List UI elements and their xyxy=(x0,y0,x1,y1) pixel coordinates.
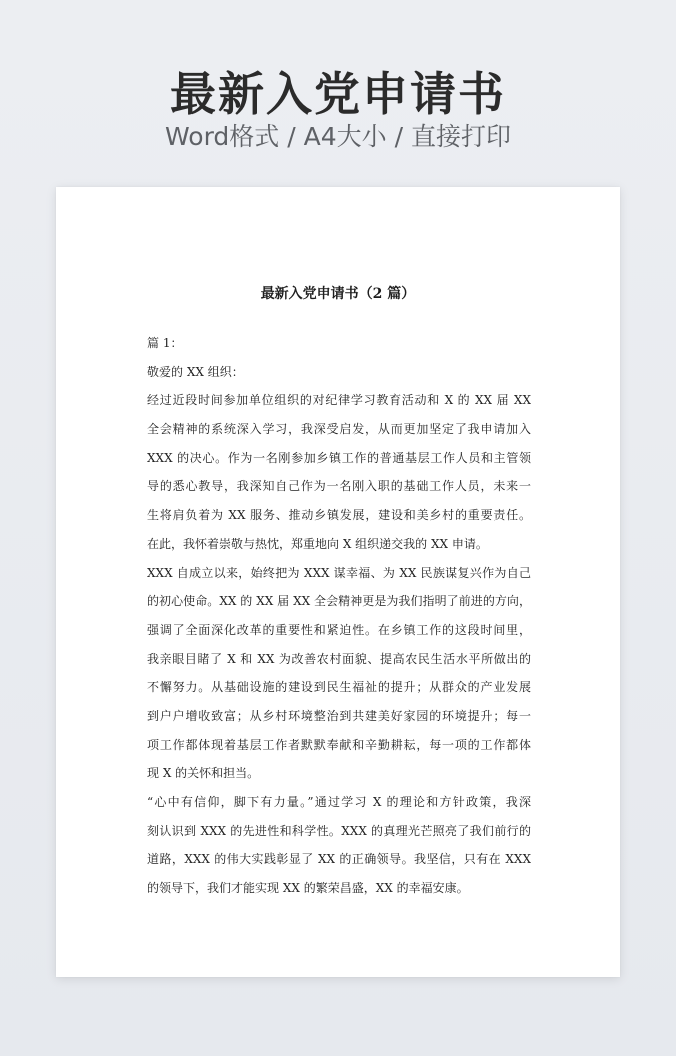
document-line: 生将肩负着为 XX 服务、推动乡镇发展，建设和美乡村的重要责任。 xyxy=(147,508,531,523)
document-line: 敬爱的 XX 组织： xyxy=(147,364,244,379)
document-line: XXX 的决心。作为一名刚参加乡镇工作的普通基层工作人员和主管领 xyxy=(147,450,531,465)
document-title: 最新入党申请书（2 篇） xyxy=(260,286,416,302)
document-line: 不懈努力。从基础设施的建设到民生福祉的提升；从群众的产业发展 xyxy=(147,680,531,695)
document-line: 在此，我怀着崇敬与热忱，郑重地向 X 组织递交我的 XX 申请。 xyxy=(147,536,488,551)
document-line: 到户户增收致富；从乡村环境整治到共建美好家园的环境提升；每一 xyxy=(147,708,531,723)
document-line: 刻认识到 XXX 的先进性和科学性。XXX 的真理光芒照亮了我们前行的 xyxy=(147,823,531,838)
document-line: 的初心使命。XX 的 XX 届 XX 全会精神更是为我们指明了前进的方向， xyxy=(147,594,531,609)
banner-title: 最新入党申请书 xyxy=(170,67,506,121)
document-line: 的领导下，我们才能实现 XX 的繁荣昌盛，XX 的幸福安康。 xyxy=(147,881,469,896)
document-line: “心中有信仰，脚下有力量。”通过学习 X 的理论和方针政策，我深 xyxy=(147,795,531,809)
document-line: 全会精神的系统深入学习，我深受启发，从而更加坚定了我申请加入 xyxy=(147,422,531,437)
document-line: 我亲眼目睹了 X 和 XX 为改善农村面貌、提高农民生活水平所做出的 xyxy=(147,651,531,666)
document-line: 项工作都体现着基层工作者默默奉献和辛勤耕耘，每一项的工作都体 xyxy=(147,737,531,752)
document-line: 经过近段时间参加单位组织的对纪律学习教育活动和 X 的 XX 届 XX xyxy=(147,393,531,408)
document-line: 导的悉心教导，我深知自己作为一名刚入职的基础工作人员，未来一 xyxy=(147,479,531,494)
document-line: 道路，XXX 的伟大实践彰显了 XX 的正确领导。我坚信，只有在 XXX xyxy=(147,852,531,867)
document-line: 强调了全面深化改革的重要性和紧迫性。在乡镇工作的这段时间里， xyxy=(147,622,531,637)
document-body xyxy=(147,329,531,903)
document-line: XXX 自成立以来，始终把为 XXX 谋幸福、为 XX 民族谋复兴作为自己 xyxy=(147,565,531,580)
banner-subtitle: Word格式 / A4大小 / 直接打印 xyxy=(165,122,511,151)
document-page xyxy=(56,187,620,977)
document-line: 篇 1： xyxy=(147,336,183,350)
document-line: 现 X 的关怀和担当。 xyxy=(147,766,260,781)
